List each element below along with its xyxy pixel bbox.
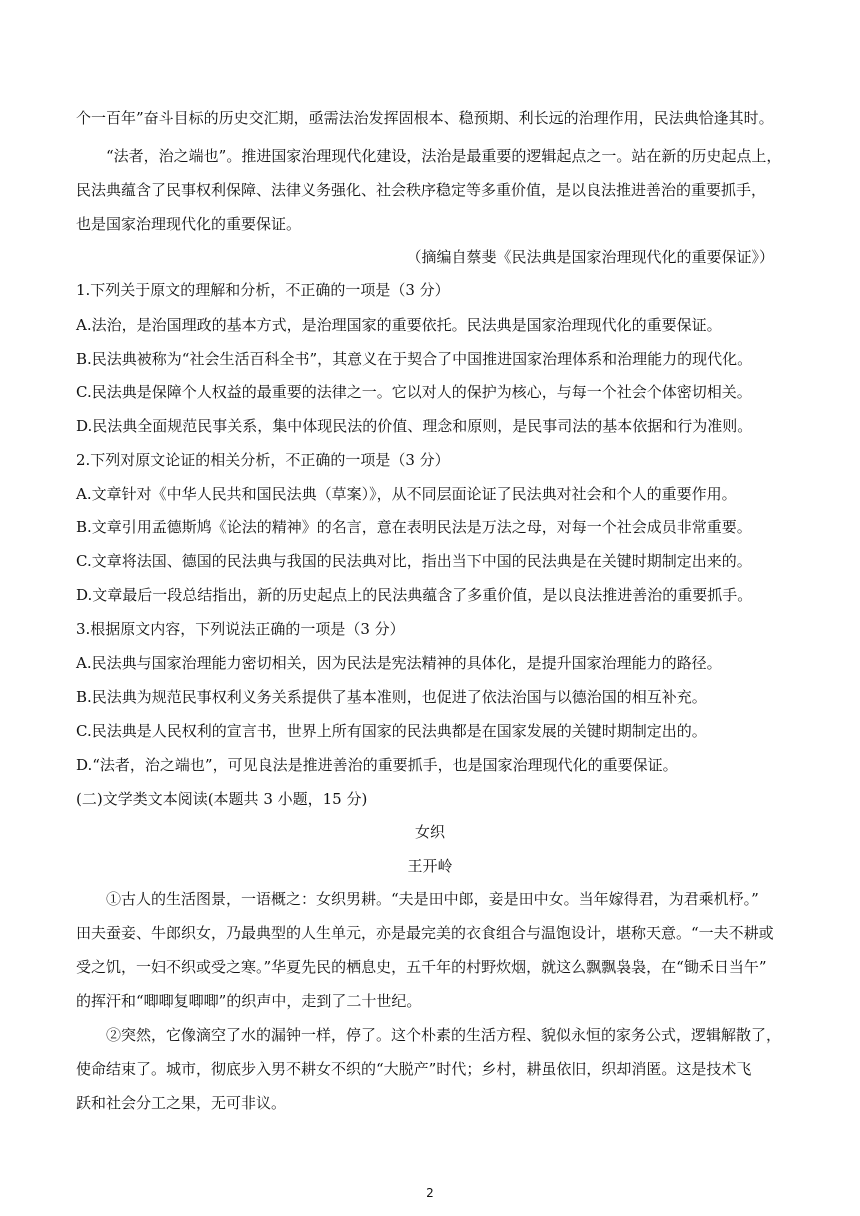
question-stem: 2.下列对原文论证的相关分析，不正确的一项是（3 分） xyxy=(76,451,450,469)
article-text-line: 民法典蕴含了民事权利保障、法律义务强化、社会秩序稳定等多重价值，是以良法推进善治的重要抓手， xyxy=(76,181,767,199)
page-number: 2 xyxy=(426,1186,434,1200)
question-option: D.文章最后一段总结指出，新的历史起点上的民法典蕴含了多重价值，是以良法推进善治的重要抓手。 xyxy=(76,586,753,604)
article-text-line: 也是国家治理现代化的重要保证。 xyxy=(76,215,302,233)
passage-text-line: 田夫蚕妾、牛郎织女，乃最典型的人生单元，亦是最完美的衣食组合与温饱设计，堪称天意。“一夫不耕或 xyxy=(76,924,774,942)
passage-text-line: 的挥汗和“唧唧复唧唧”的织声中，走到了二十世纪。 xyxy=(76,992,422,1010)
question-option: B.民法典被称为“社会生活百科全书”，其意义在于契合了中国推进国家治理体系和治理能力的现代化。 xyxy=(76,350,753,368)
question-option: B.文章引用孟德斯鸠《论法的精神》的名言，意在表明民法是万法之母，对每一个社会成员非常重要。 xyxy=(76,518,752,536)
article-text-line: 个一百年”奋斗目标的历史交汇期，亟需法治发挥固根本、稳预期、利长远的治理作用，民法典恰逢其时。 xyxy=(76,109,774,127)
passage-text-line: 受之饥，一妇不织或受之寒。”华夏先民的栖息史，五千年的村野炊烟，就这么飘飘袅袅，在“锄禾日当午” xyxy=(76,958,767,976)
question-option: D.民法典全面规范民事关系，集中体现民法的价值、理念和原则，是民事司法的基本依据和行为准则。 xyxy=(76,417,753,435)
article-source: （摘编自蔡斐《民法典是国家治理现代化的重要保证》） xyxy=(406,248,774,266)
passage-text-line: ②突然，它像滴空了水的漏钟一样，停了。这个朴素的生活方程、貌似永恒的家务公式，逻辑解散了， xyxy=(106,1026,782,1044)
passage-author: 王开岭 xyxy=(407,857,453,875)
passage-title: 女织 xyxy=(414,823,445,841)
question-option: A.文章针对《中华人民共和国民法典（草案）》，从不同层面论证了民法典对社会和个人的重要作用。 xyxy=(76,485,737,503)
question-option: A.民法典与国家治理能力密切相关，因为民法是宪法精神的具体化，是提升国家治理能力的路径。 xyxy=(76,654,722,672)
question-option: B.民法典为规范民事权利义务关系提供了基本准则，也促进了依法治国与以德治国的相互补充。 xyxy=(76,688,707,706)
passage-text-line: 使命结束了。城市，彻底步入男不耕女不织的“大脱产”时代；乡村，耕虽依旧，织却消匿。这是技术飞 xyxy=(76,1060,752,1078)
section-heading: (二)文学类文本阅读(本题共 3 小题，15 分) xyxy=(76,790,368,808)
question-option: C.民法典是人民权利的宣言书，世界上所有国家的民法典都是在国家发展的关键时期制定出的。 xyxy=(76,722,707,740)
question-stem: 1.下列关于原文的理解和分析，不正确的一项是（3 分） xyxy=(76,281,450,299)
question-option: C.文章将法国、德国的民法典与我国的民法典对比，指出当下中国的民法典是在关键时期制定出来的。 xyxy=(76,552,752,570)
question-option: C.民法典是保障个人权益的最重要的法律之一。它以对人的保护为核心，与每一个社会个体密切相关。 xyxy=(76,383,752,401)
question-stem: 3.根据原文内容，下列说法正确的一项是（3 分） xyxy=(76,620,405,638)
question-option: A.法治，是治国理政的基本方式，是治理国家的重要依托。民法典是国家治理现代化的重要保证。 xyxy=(76,316,722,334)
passage-text-line: 跃和社会分工之果，无可非议。 xyxy=(76,1094,287,1112)
article-text-line: “法者，治之端也”。推进国家治理现代化建设，法治是最重要的逻辑起点之一。站在新的历史起点上， xyxy=(106,147,782,165)
passage-text-line: ①古人的生活图景，一语概之：女织男耕。“夫是田中郎，妾是田中女。当年嫁得君，为君乘机杼。” xyxy=(106,890,759,908)
question-option: D.“法者，治之端也”，可见良法是推进善治的重要抓手，也是国家治理现代化的重要保证。 xyxy=(76,756,678,774)
